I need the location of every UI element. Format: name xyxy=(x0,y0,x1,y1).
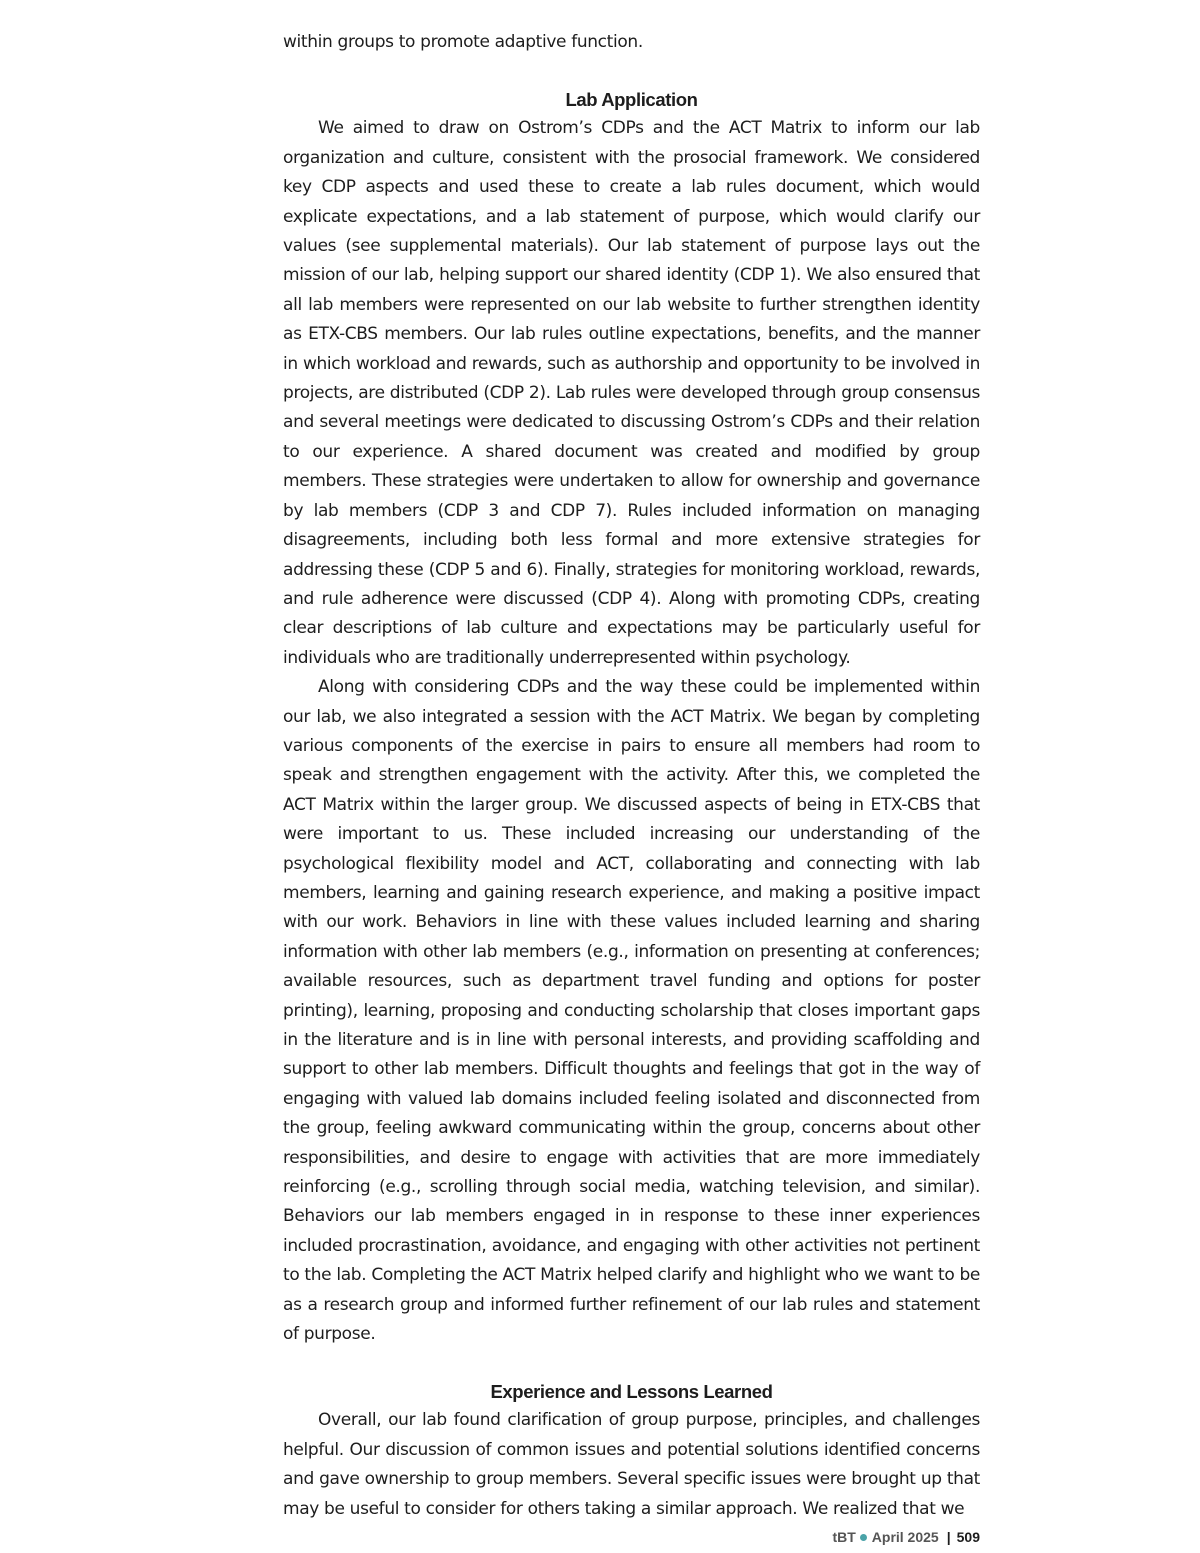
page-footer xyxy=(832,1529,980,1545)
heading-lab-application: Lab Application xyxy=(565,89,698,111)
experience-paragraph-1: Overall, our lab found clarification of group purpose, principles, and challenges helpful. Our discussion of common issues and potential solutions identified concerns and gave ownership to group members. Several specific issues were brought up that may be useful to consider for others taking a similar approach. We realized that we xyxy=(283,1410,980,1519)
footer-date: April 2025 xyxy=(871,1529,939,1545)
footer-separator: | xyxy=(946,1529,951,1545)
lab-application-paragraph-2: Along with considering CDPs and the way these could be implemented within our lab, we also integrated a session with the ACT Matrix. We began by completing various components of the exercise in pairs to ensure all members had room to speak and strengthen engagement with the activity. After this, we completed the ACT Matrix within the larger group. We discussed aspects of being in ETX-CBS that were important to us. These included increasing our understanding of the psychological flexibility model and ACT, collaborating and connecting with lab members, learning and gaining research experience, and making a positive impact with our work. Behaviors in line with these values included learning and sharing information with other lab members (e.g., information on presenting at conferences; available resources, such as department travel funding and options for poster printing), learning, proposing and conducting scholarship that closes important gaps in the literature and is in line with personal interests, and providing scaffolding and support to other lab members. Difficult thoughts and feelings that got in the way of engaging with valued lab domains included feeling isolated and disconnected from the group, feeling awkward communicating within the group, concerns about other responsibilities, and desire to engage with activities that are more immediately reinforcing (e.g., scrolling through social media, watching television, and similar). Behaviors our lab members engaged in in response to these inner experiences included procrastination, avoidance, and engaging with other activities not pertinent to the lab. Completing the ACT Matrix helped clarify and highlight who we want to be as a research group and informed further refinement of our lab rules and statement of purpose. xyxy=(283,677,980,1345)
lab-application-paragraph-1: We aimed to draw on Ostrom’s CDPs and the ACT Matrix to inform our lab organization and culture, consistent with the prosocial framework. We considered key CDP aspects and used these to create a lab rules document, which would explicate expectations, and a lab statement of purpose, which would clarify our values (see supplemental materials). Our lab statement of purpose lays out the mission of our lab, helping support our shared identity (CDP 1). We also ensured that all lab members were represented on our lab website to further strengthen identity as ETX-CBS members. Our lab rules outline expectations, benefits, and the manner in which workload and rewards, such as authorship and opportunity to be involved in projects, are distributed (CDP 2). Lab rules were developed through group consensus and several meetings were dedicated to discussing Ostrom’s CDPs and their relation to our experience. A shared document was created and modified by group members. These strategies were undertaken to allow for ownership and governance by lab members (CDP 3 and CDP 7). Rules included information on managing disagreements, including both less formal and more extensive strategies for addressing these (CDP 5 and 6). Finally, strategies for monitoring workload, rewards, and rule adherence were discussed (CDP 4). Along with promoting CDPs, creating clear descriptions of lab culture and expectations may be particularly useful for individuals who are traditionally underrepresented within psychology. xyxy=(283,118,980,668)
footer-page-number: 509 xyxy=(956,1529,980,1545)
heading-experience-lessons: Experience and Lessons Learned xyxy=(490,1381,773,1403)
footer-dot-icon xyxy=(860,1534,867,1541)
footer-journal: tBT xyxy=(832,1529,856,1545)
intro-fragment: within groups to promote adaptive function. xyxy=(283,32,643,52)
article-body xyxy=(283,28,980,1524)
